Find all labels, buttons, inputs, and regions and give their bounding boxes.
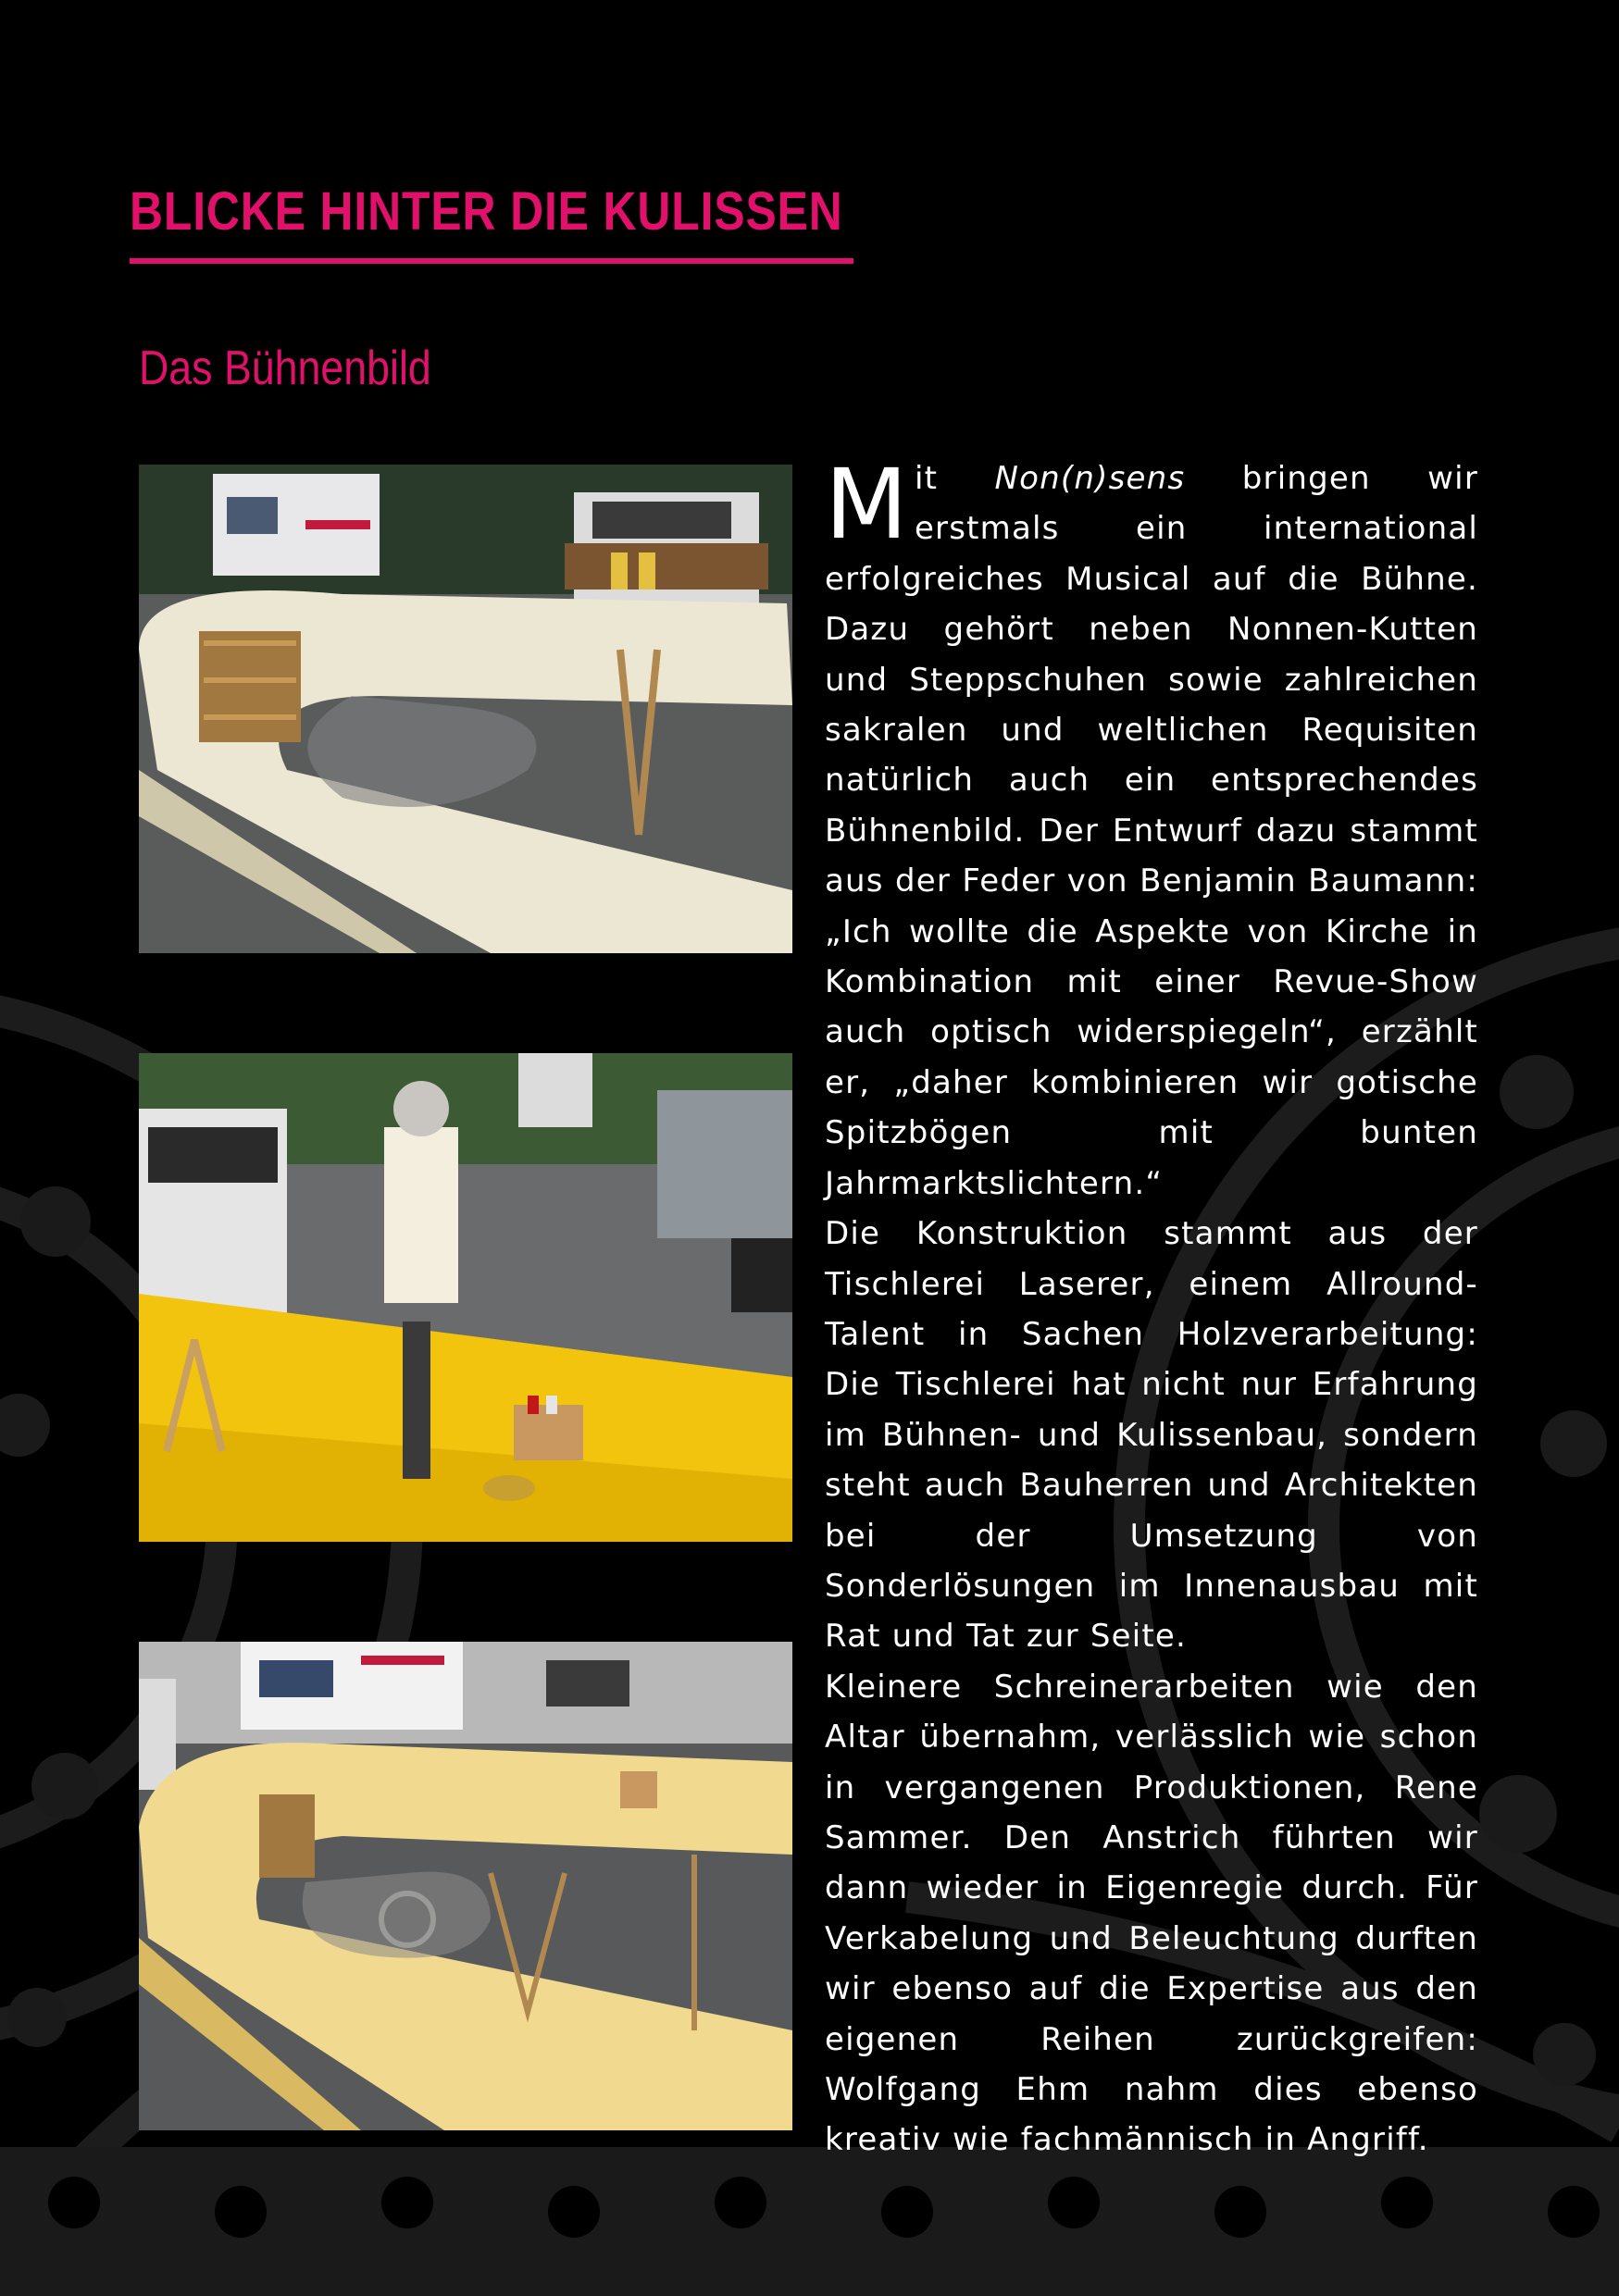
stage-arch-painted-photo: [139, 1642, 792, 2130]
drop-cap: M: [825, 448, 909, 561]
painting-stage-arch-photo: [139, 1053, 792, 1542]
page-title: BLICKE HINTER DIE KULISSEN: [130, 181, 843, 242]
article-paragraph-2: Die Konstruktion stammt aus der Tischlerei Laserer, einem Allround-Talent in Sachen Holzverarbeitung: Die Tischlerei hat nicht nur Erfahrung im Bühnen- und Kulissenbau, sondern steht auch Bauherren und Architekten bei der Umsetzung von Sonderlösungen im Innenausbau mit Rat und Tat zur Seite.: [825, 1215, 1478, 1656]
article-paragraph-3: Kleinere Schreinerarbeiten wie den Altar übernahm, verlässlich wie schon in vergangenen Produktionen, Rene Sammer. Den Anstrich führten wir dann wieder in Eigenregie durch. Für Verkabelung und Beleuchtung durften wir ebenso auf die Expertise aus den eigenen Reihen zurückgreifen: Wolfgang Ehm nahm dies ebenso kreativ wie fachmännisch in Angriff.: [825, 1668, 1478, 2159]
article-text-1: bringen wir erstmals ein international erfolgreiches Musical auf die Bühne. Dazu gehört neben Nonnen-Kutten und Steppschuhen sowie zahlreichen sakralen und weltlichen Requisiten natürlich auch ein entsprechendes Bühnenbild. Der Entwurf dazu stammt aus der Feder von Benjamin Baumann: „Ich wollte die Aspekte von Kirche in Kombination mit einer Revue-Show auch optisch widerspiegeln“, erzählt er, „daher kombinieren wir gotische Spitzbögen mit bunten Jahrmarktslichtern.“: [825, 460, 1478, 1202]
stage-arch-unpainted-photo: [139, 465, 792, 953]
article-lead-text: it: [914, 460, 995, 497]
article-paragraph-1: [825, 448, 1478, 1209]
title-underline: [130, 258, 853, 264]
musical-title: Non(n)sens: [994, 460, 1186, 497]
section-heading: Das Bühnenbild: [139, 341, 431, 395]
article-body: [825, 448, 1478, 2166]
